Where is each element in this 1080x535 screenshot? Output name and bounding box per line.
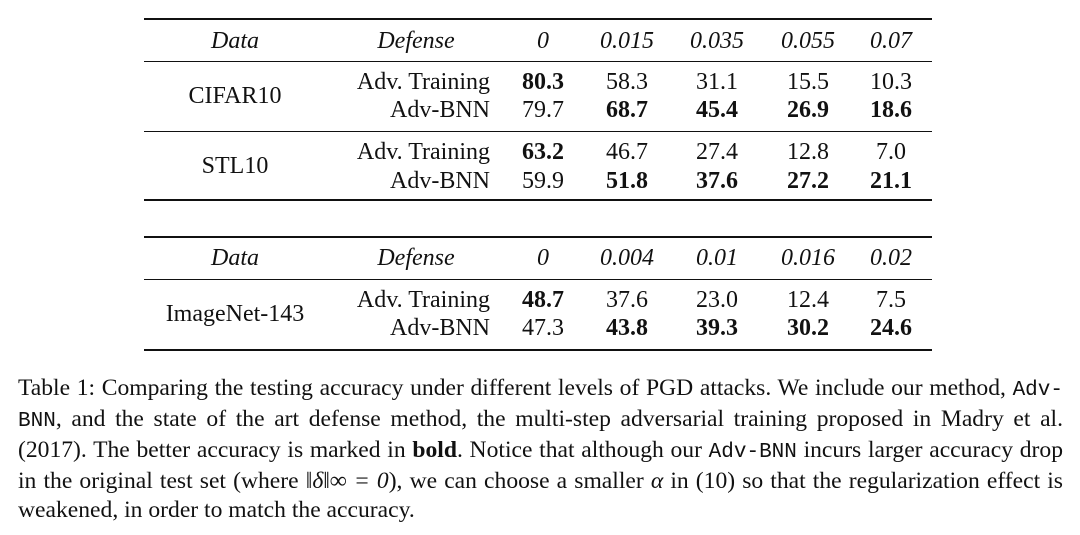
- table-cell: 21.1: [870, 168, 912, 194]
- table-bottom-rule: [144, 349, 932, 351]
- caption-bold-word: bold: [412, 437, 457, 463]
- table-cell: 68.7: [606, 97, 648, 123]
- header-eps: 0: [537, 245, 549, 271]
- table-cell: 59.9: [522, 168, 564, 194]
- table-cell: 24.6: [870, 315, 912, 341]
- table-top-rule: [144, 236, 932, 238]
- table-cell: 27.4: [696, 139, 738, 165]
- defense-label: Adv. Training: [356, 287, 490, 313]
- table-cell: 63.2: [522, 139, 564, 165]
- table-cell: 23.0: [696, 287, 738, 313]
- table-cell: 12.4: [787, 287, 829, 313]
- table-header-rule: [144, 279, 932, 280]
- table-cell: 80.3: [522, 69, 564, 95]
- table-cell: 51.8: [606, 168, 648, 194]
- dataset-label: CIFAR10: [188, 83, 282, 109]
- header-eps: 0.015: [600, 28, 654, 54]
- table-cell: 7.5: [876, 287, 906, 313]
- table-cell: 45.4: [696, 97, 738, 123]
- table-cell: 7.0: [876, 139, 906, 165]
- defense-label: Adv. Training: [356, 69, 490, 95]
- table-cell: 37.6: [606, 287, 648, 313]
- table-cell: 31.1: [696, 69, 738, 95]
- table-cell: 39.3: [696, 315, 738, 341]
- table-cell: 12.8: [787, 139, 829, 165]
- table-bottom-rule: [144, 199, 932, 201]
- table-caption: [18, 374, 1063, 525]
- header-eps: 0: [537, 28, 549, 54]
- caption-text: incurs larger accuracy drop in the original test set (where: [18, 437, 1063, 494]
- defense-label: Adv-BNN: [390, 97, 490, 123]
- header-eps: 0.02: [870, 245, 912, 271]
- table-cell: 27.2: [787, 168, 829, 194]
- table-cell: 30.2: [787, 315, 829, 341]
- table-cell: 10.3: [870, 69, 912, 95]
- defense-label: Adv-BNN: [390, 168, 490, 194]
- header-data: Data: [211, 28, 259, 54]
- caption-text: . Notice that although our: [456, 437, 709, 463]
- table-cell: 18.6: [870, 97, 912, 123]
- group-divider-rule: [144, 131, 932, 132]
- header-data: Data: [211, 245, 259, 271]
- method-name-code: Adv-BNN: [708, 441, 797, 464]
- defense-label: Adv. Training: [356, 139, 490, 165]
- table-header-rule: [144, 61, 932, 62]
- caption-text: ), we can choose a smaller: [388, 468, 651, 494]
- caption-text: , and the state of the art defense method, the multi-step adversarial training proposed in Madry et al. (2017). The better accuracy is marked in: [18, 406, 1063, 463]
- caption-text: Table 1: Comparing the testing accuracy under different levels of PGD attacks. We include our method,: [18, 375, 1013, 401]
- header-defense: Defense: [377, 245, 455, 271]
- defense-label: Adv-BNN: [390, 315, 490, 341]
- table-top-rule: [144, 18, 932, 20]
- header-eps: 0.01: [696, 245, 738, 271]
- dataset-label: ImageNet-143: [165, 301, 305, 327]
- header-eps: 0.055: [781, 28, 835, 54]
- table-cell: 37.6: [696, 168, 738, 194]
- dataset-label: STL10: [201, 153, 269, 179]
- header-defense: Defense: [377, 28, 455, 54]
- header-eps: 0.004: [600, 245, 654, 271]
- table-cell: 47.3: [522, 315, 564, 341]
- math-alpha: α: [650, 468, 664, 494]
- header-eps: 0.07: [870, 28, 912, 54]
- header-eps: 0.016: [781, 245, 835, 271]
- table-cell: 26.9: [787, 97, 829, 123]
- table-cell: 46.7: [606, 139, 648, 165]
- table-cell: 43.8: [606, 315, 648, 341]
- table-cell: 15.5: [787, 69, 829, 95]
- method-name-code: Adv-BNN: [18, 379, 1063, 433]
- table-cell: 48.7: [522, 287, 564, 313]
- table-cell: 79.7: [522, 97, 564, 123]
- table-cell: 58.3: [606, 69, 648, 95]
- caption-text: in (10) so that the regularization effect is weakened, in order to match the accuracy.: [18, 468, 1063, 523]
- header-eps: 0.035: [690, 28, 744, 54]
- math-norm: ‖δ‖∞ = 0: [305, 468, 389, 494]
